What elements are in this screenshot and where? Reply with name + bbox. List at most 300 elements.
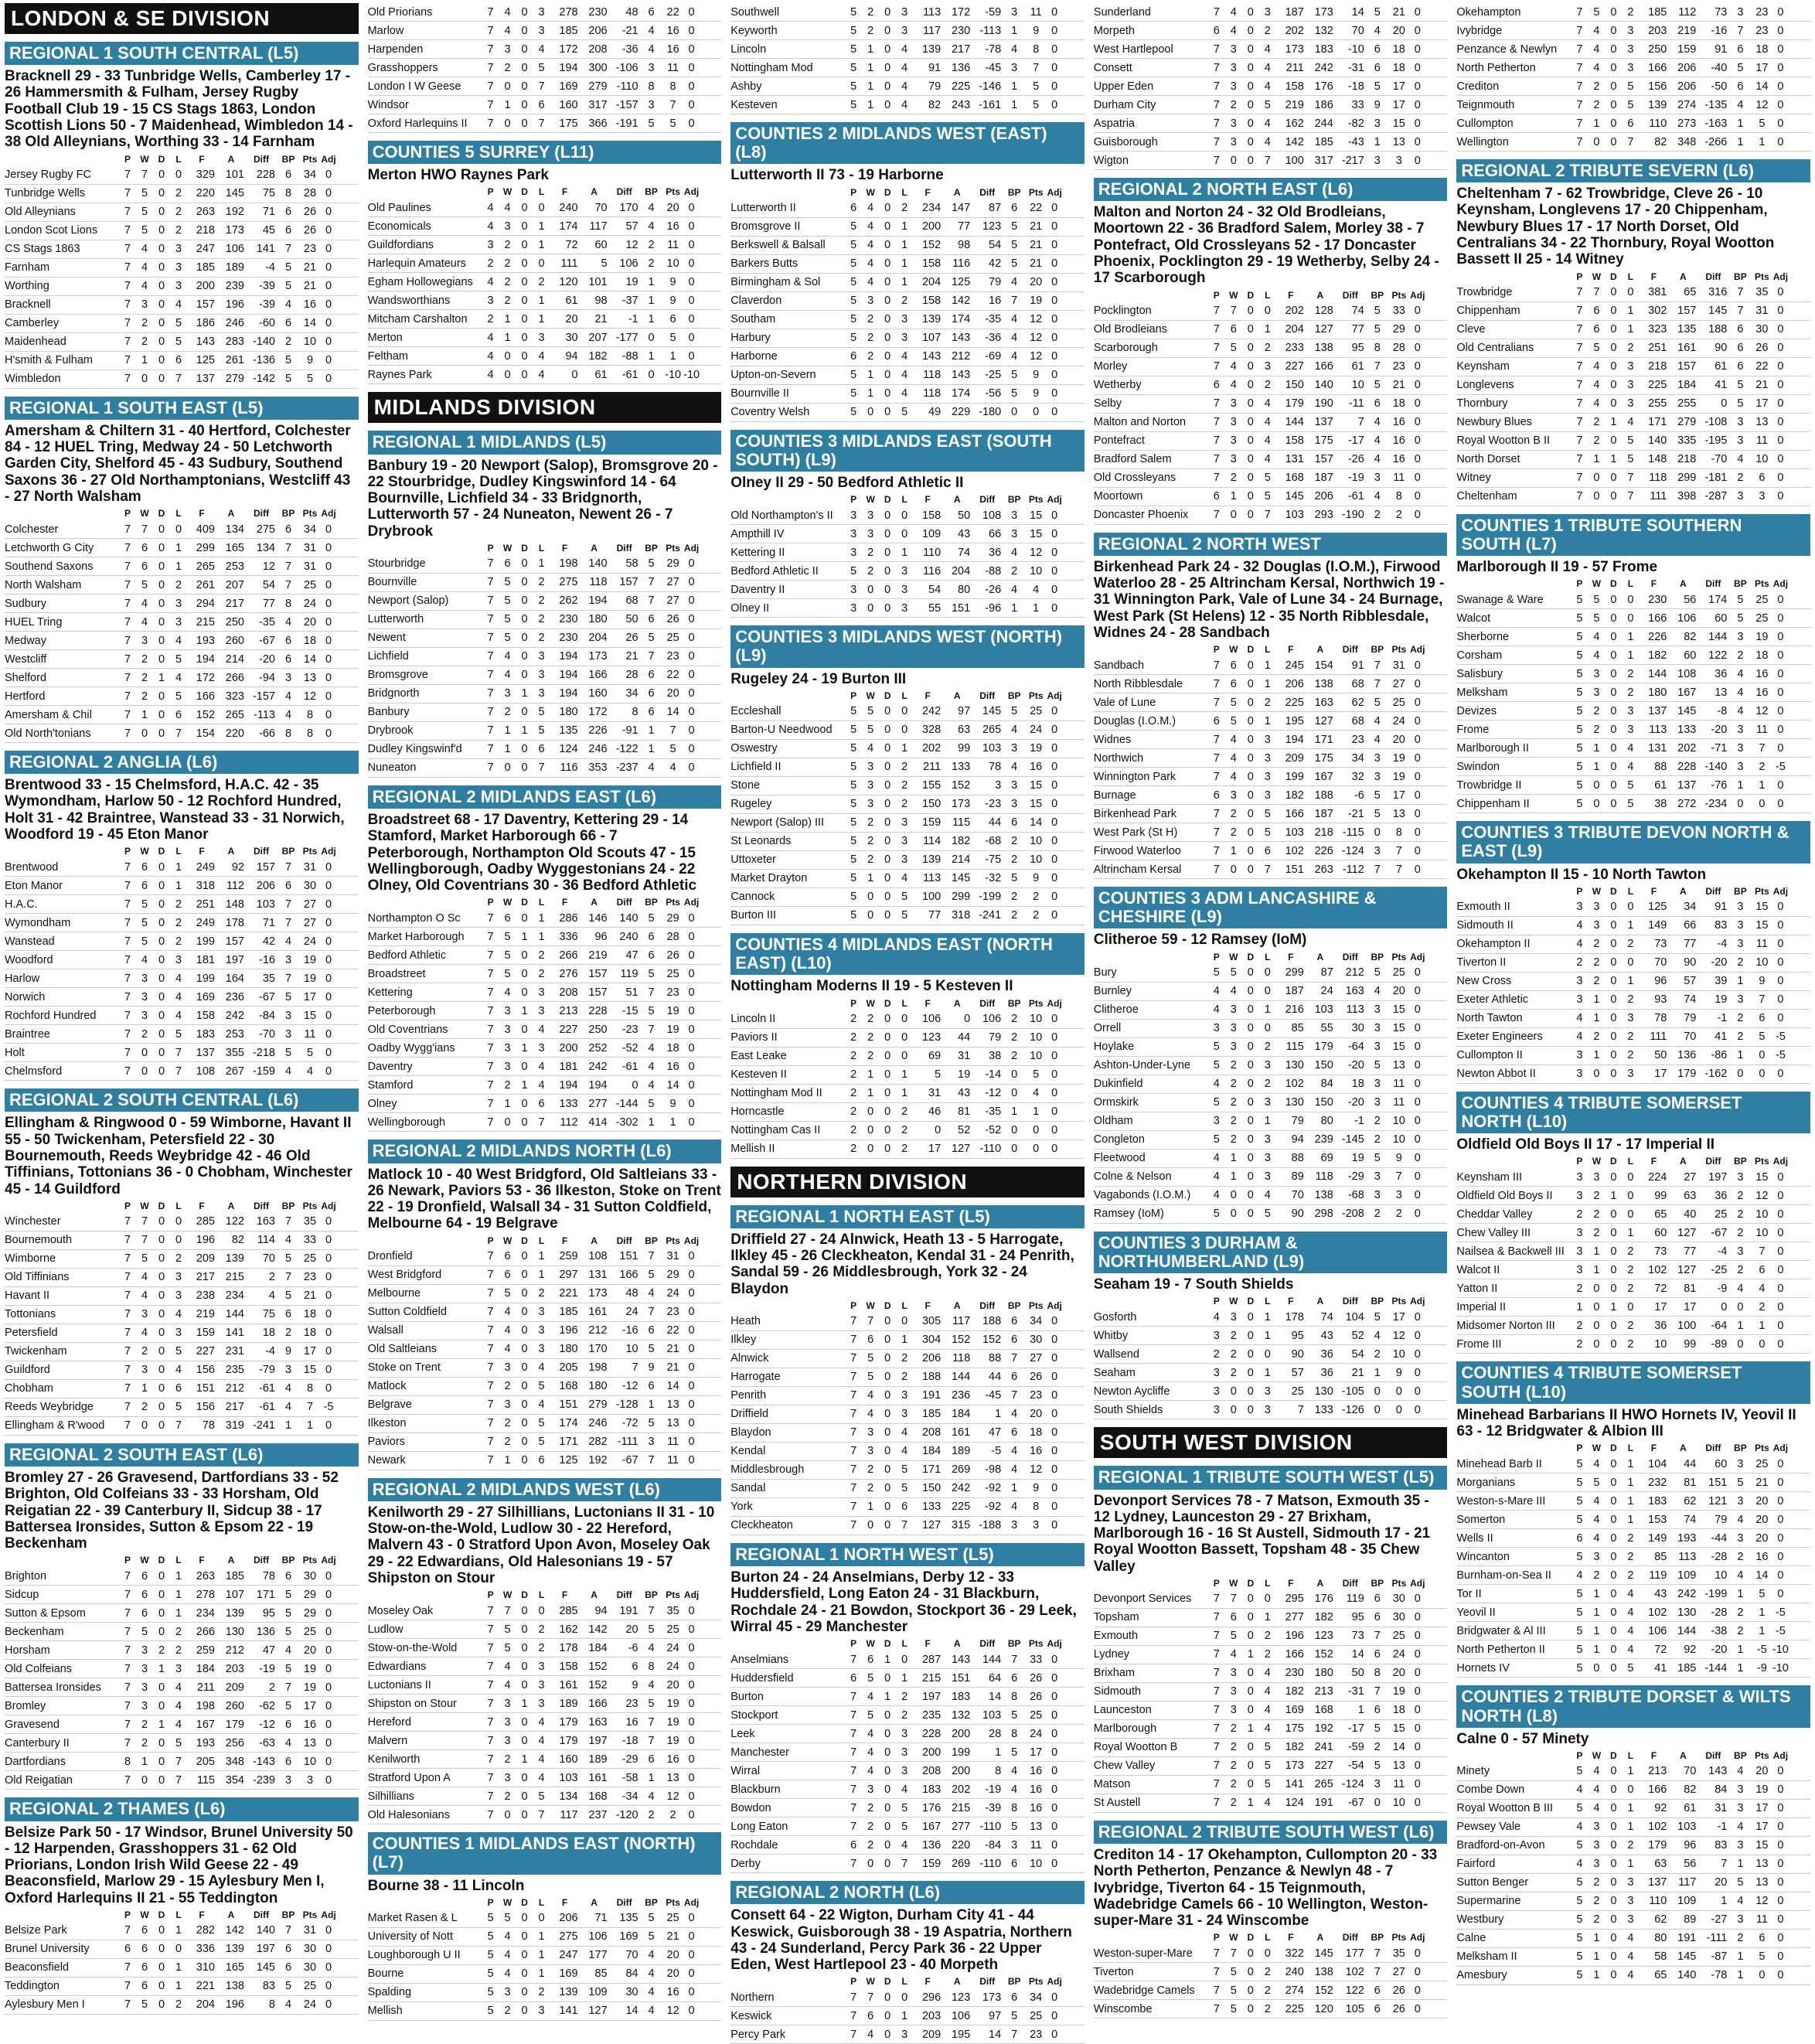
stat-cell: 1 bbox=[1737, 135, 1744, 148]
stat-cell: 0 bbox=[1777, 630, 1784, 643]
stat-cell: 4 bbox=[1627, 1606, 1634, 1619]
stat-cell: 127 bbox=[588, 2005, 608, 2018]
stat-cell: 9 bbox=[1759, 975, 1766, 988]
stat-cell: 6 bbox=[284, 1569, 292, 1582]
stat-cell: 5 bbox=[1230, 1965, 1237, 1978]
stat-cell: 157 bbox=[1677, 305, 1697, 318]
stat-cell: 27 bbox=[666, 594, 679, 608]
stat-cell: 88 bbox=[1291, 1152, 1304, 1165]
stat-cell: 4 bbox=[538, 349, 545, 363]
stat-cell: 206 bbox=[256, 879, 275, 892]
stat-cell: 2 bbox=[1011, 564, 1018, 577]
stat-cell: 139 bbox=[921, 313, 942, 326]
stat-cell: 4 bbox=[284, 1234, 292, 1247]
table-row bbox=[1456, 1028, 1810, 1047]
team-name: Camberley bbox=[5, 317, 60, 330]
stat-cell: 3 bbox=[1264, 1096, 1271, 1109]
stat-cell: 30 bbox=[565, 331, 578, 344]
stat-cell: 4 bbox=[1627, 1969, 1634, 1982]
stat-cell: 185 bbox=[1677, 1661, 1697, 1674]
stat-cell: 6 bbox=[284, 1718, 292, 1731]
table-header bbox=[1094, 1576, 1448, 1590]
stat-cell: -56 bbox=[985, 387, 1002, 400]
stat-cell: 0 bbox=[884, 406, 891, 419]
stat-cell: 185 bbox=[921, 1408, 942, 1421]
stat-cell: 7 bbox=[1627, 135, 1634, 148]
table-row bbox=[5, 988, 359, 1007]
table-row bbox=[1094, 786, 1448, 805]
stat-cell: 0 bbox=[1610, 24, 1617, 37]
stat-cell: 0 bbox=[1610, 472, 1617, 485]
stat-cell: 5 bbox=[1230, 966, 1237, 979]
stat-cell: 4 bbox=[1627, 760, 1634, 773]
stat-cell: 245 bbox=[1285, 659, 1304, 672]
team-name: Colne & Nelson bbox=[1093, 1170, 1172, 1184]
stat-cell: 22 bbox=[1030, 202, 1043, 215]
column-header: Adj bbox=[683, 1896, 700, 1908]
stat-cell: 2 bbox=[1230, 807, 1237, 820]
stat-cell: 0 bbox=[521, 275, 528, 288]
stat-cell: 31 bbox=[303, 541, 317, 554]
stat-cell: 1 bbox=[1721, 1895, 1728, 1908]
stat-cell: 117 bbox=[952, 1315, 971, 1328]
stat-cell: 5 bbox=[850, 909, 857, 922]
stat-cell: 3 bbox=[1576, 1068, 1583, 1081]
team-name: Minehead Barb II bbox=[1456, 1457, 1542, 1470]
stat-cell: 7 bbox=[124, 1718, 131, 1731]
stat-cell: 3 bbox=[867, 295, 874, 308]
stat-cell: 209 bbox=[196, 1252, 215, 1266]
stat-cell: 7 bbox=[1737, 24, 1744, 37]
stat-cell: 12 bbox=[1030, 350, 1043, 363]
stat-cell: 10 bbox=[1755, 956, 1769, 969]
column-header: Adj bbox=[1410, 644, 1425, 656]
league-section-continued bbox=[1456, 3, 1810, 152]
team-name: Sutton Benger bbox=[1456, 1876, 1529, 1889]
table-row bbox=[1094, 1094, 1448, 1112]
stat-cell: 3 bbox=[1737, 1494, 1744, 1507]
stat-cell: 0 bbox=[688, 1269, 695, 1282]
stat-cell: 0 bbox=[1414, 1797, 1421, 1810]
stat-cell: 3 bbox=[504, 1023, 511, 1036]
stat-cell: 77 bbox=[1684, 938, 1697, 951]
stat-cell: 157 bbox=[225, 935, 244, 948]
table-row bbox=[1456, 1187, 1810, 1205]
table-row bbox=[368, 1620, 722, 1639]
stat-cell: 173 bbox=[588, 650, 608, 663]
stat-cell: 1 bbox=[1627, 1858, 1634, 1871]
stat-cell: 177 bbox=[1345, 1947, 1364, 1960]
stat-cell: -1 bbox=[628, 312, 638, 325]
stat-cell: 13 bbox=[1755, 1876, 1769, 1889]
stat-cell: 6 bbox=[1374, 2002, 1381, 2015]
stat-cell: 15 bbox=[1392, 1003, 1405, 1017]
stat-cell: 150 bbox=[1314, 1096, 1333, 1109]
stat-cell: 0 bbox=[1777, 43, 1784, 56]
stat-cell: 24 bbox=[303, 1998, 317, 2012]
stat-cell: 0 bbox=[1777, 1932, 1784, 1945]
stat-cell: 28 bbox=[1392, 342, 1405, 355]
stat-cell: 6 bbox=[648, 706, 655, 719]
stat-cell: 1 bbox=[1737, 1319, 1744, 1332]
team-name: Whitby bbox=[1093, 1329, 1129, 1342]
stat-cell: 0 bbox=[1247, 342, 1254, 355]
table-row bbox=[1094, 506, 1448, 525]
stat-cell: 135 bbox=[619, 1912, 638, 1925]
stat-cell: 119 bbox=[1649, 1569, 1667, 1582]
stat-cell: 7 bbox=[1213, 397, 1220, 411]
stat-cell: 19 bbox=[666, 1004, 679, 1017]
stat-cell: 329 bbox=[196, 169, 215, 182]
stat-cell: 40 bbox=[1684, 1208, 1697, 1221]
stat-cell: 0 bbox=[1414, 1366, 1421, 1379]
stat-cell: 7 bbox=[487, 706, 494, 719]
team-name: Wallsend bbox=[1093, 1347, 1139, 1361]
column-header: L bbox=[1265, 1296, 1271, 1307]
team-name: Burnham-on-Sea II bbox=[1456, 1569, 1551, 1582]
table-row bbox=[730, 1498, 1085, 1517]
stat-cell: 0 bbox=[1627, 1300, 1634, 1313]
team-name: Oxford Harlequins II bbox=[367, 117, 468, 130]
team-name: Newton Abbot II bbox=[1456, 1068, 1536, 1081]
stat-cell: 0 bbox=[1011, 1124, 1018, 1137]
stat-cell: 38 bbox=[1654, 797, 1667, 810]
stat-cell: 5 bbox=[306, 373, 314, 386]
stat-cell: 0 bbox=[688, 1097, 695, 1110]
stat-cell: 16 bbox=[303, 1718, 317, 1731]
stat-cell: 4 bbox=[1264, 1704, 1271, 1717]
column-header: D bbox=[884, 1638, 891, 1650]
stat-cell: 109 bbox=[1677, 1569, 1697, 1582]
stat-cell: 7 bbox=[1213, 1648, 1220, 1661]
stat-cell: 4 bbox=[1737, 1513, 1744, 1526]
stat-cell: 4 bbox=[1737, 667, 1744, 680]
stat-cell: 0 bbox=[1051, 98, 1058, 111]
stat-cell: 0 bbox=[1247, 24, 1254, 37]
stat-cell: 1 bbox=[1593, 1969, 1600, 1982]
team-name: Vale of Lune bbox=[1093, 696, 1156, 709]
table-row bbox=[730, 385, 1085, 404]
stat-cell: 7 bbox=[124, 243, 131, 256]
stat-cell: 0 bbox=[158, 1773, 165, 1787]
stat-cell: 98 bbox=[594, 294, 608, 307]
stat-cell: 5 bbox=[1264, 807, 1271, 820]
stat-cell: 4 bbox=[175, 1681, 182, 1694]
stat-cell: 3 bbox=[1576, 993, 1583, 1007]
stat-cell: 1 bbox=[1033, 601, 1040, 615]
table-row bbox=[1094, 860, 1448, 879]
stat-cell: 0 bbox=[688, 1734, 695, 1747]
table-row bbox=[5, 1306, 359, 1324]
match-results: Bourne 38 - 11 Lincoln bbox=[367, 1877, 525, 1894]
stat-cell: 2 bbox=[1264, 2002, 1271, 2015]
stat-cell: 4 bbox=[648, 2005, 655, 2018]
stat-cell: 3 bbox=[1011, 1838, 1018, 1852]
stat-cell: 3 bbox=[1213, 1385, 1220, 1398]
stat-cell: 0 bbox=[504, 368, 511, 381]
stat-cell: 7 bbox=[124, 354, 131, 367]
stat-cell: 1 bbox=[1011, 601, 1018, 615]
stat-cell: 21 bbox=[625, 650, 638, 663]
team-name: Sidmouth II bbox=[1456, 919, 1514, 932]
stat-cell: 0 bbox=[1247, 1041, 1254, 1054]
stat-cell: 85 bbox=[1654, 1550, 1667, 1563]
match-results: Merton HWO Raynes Park bbox=[367, 167, 549, 184]
stat-cell: 0 bbox=[1247, 1667, 1254, 1680]
column-header: F bbox=[561, 186, 568, 198]
stat-cell: 4 bbox=[1213, 1170, 1220, 1184]
league-section-regional-2-tribute-south-west-l6 bbox=[1094, 1821, 1448, 2019]
stat-cell: 7 bbox=[284, 1924, 292, 1937]
stat-cell: 15 bbox=[1755, 1170, 1769, 1184]
table-row bbox=[5, 315, 359, 333]
stat-cell: 0 bbox=[884, 257, 891, 271]
stat-cell: 25 bbox=[1030, 1708, 1043, 1722]
table-row bbox=[1094, 1382, 1448, 1401]
stat-cell: 0 bbox=[1247, 1366, 1254, 1379]
stat-cell: 181 bbox=[559, 1060, 578, 1073]
team-name: Sutton Coldfield bbox=[367, 1306, 447, 1319]
stat-cell: 133 bbox=[1314, 1403, 1333, 1416]
column-header: BP bbox=[645, 1896, 658, 1908]
stat-cell: 0 bbox=[884, 202, 891, 215]
stat-cell: 0 bbox=[1051, 1143, 1058, 1156]
stat-cell: 1 bbox=[158, 671, 165, 684]
stat-cell: 0 bbox=[158, 935, 165, 948]
stat-cell: 180 bbox=[559, 1343, 578, 1356]
stat-cell: 0 bbox=[1610, 1226, 1617, 1239]
stat-cell: 0 bbox=[1414, 696, 1421, 709]
column-header: A bbox=[591, 186, 598, 198]
stat-cell: 24 bbox=[1030, 724, 1043, 737]
stat-cell: 6 bbox=[850, 202, 857, 215]
stat-cell: 7 bbox=[1576, 490, 1583, 503]
stat-cell: 3 bbox=[504, 1398, 511, 1412]
stat-cell: 15 bbox=[1392, 1041, 1405, 1054]
stat-cell: 0 bbox=[1247, 1059, 1254, 1072]
stat-cell: 0 bbox=[1264, 985, 1271, 998]
stat-cell: 0 bbox=[158, 243, 165, 256]
stat-cell: 5 bbox=[850, 798, 857, 811]
stat-cell: 0 bbox=[1374, 1385, 1381, 1398]
stat-cell: 9 bbox=[669, 1097, 676, 1110]
table-row bbox=[368, 1695, 722, 1713]
stat-cell: -31 bbox=[1347, 1685, 1364, 1698]
team-name: Stone bbox=[730, 779, 761, 792]
stat-cell: 0 bbox=[688, 1808, 695, 1821]
team-name: Melbourne bbox=[367, 1287, 421, 1300]
stat-cell: 2 bbox=[867, 313, 874, 326]
team-name: Gosforth bbox=[1093, 1310, 1137, 1323]
column-header: BP bbox=[1007, 186, 1021, 198]
stat-cell: 24 bbox=[1392, 1648, 1405, 1661]
column-header: Pts bbox=[1755, 1443, 1769, 1454]
stat-cell: 0 bbox=[325, 1699, 332, 1712]
stat-cell: 125 bbox=[951, 276, 971, 289]
stat-cell: 242 bbox=[1677, 1587, 1697, 1600]
stat-cell: 0 bbox=[158, 1009, 165, 1022]
stat-cell: 0 bbox=[901, 1050, 908, 1063]
stat-cell: 8 bbox=[1374, 342, 1381, 355]
stat-cell: 0 bbox=[884, 1838, 891, 1852]
stat-cell: 14 bbox=[1351, 5, 1364, 19]
stat-cell: 3 bbox=[1576, 1049, 1583, 1062]
column-header: P bbox=[124, 1555, 131, 1566]
stat-cell: 78 bbox=[262, 1569, 275, 1582]
column-header: Pts bbox=[1755, 1749, 1769, 1761]
table-row bbox=[730, 1029, 1085, 1048]
table-row bbox=[730, 1817, 1085, 1836]
stat-cell: 130 bbox=[1285, 1059, 1304, 1072]
stat-cell: 7 bbox=[487, 1004, 494, 1017]
stat-cell: 2 bbox=[1737, 1031, 1744, 1044]
stat-cell: 10 bbox=[1755, 453, 1769, 466]
stat-cell: -124 bbox=[1341, 844, 1364, 857]
stat-cell: 4 bbox=[175, 1699, 182, 1712]
stat-cell: 5 bbox=[1374, 323, 1381, 336]
stat-cell: 18 bbox=[666, 1041, 679, 1054]
stat-cell: 206 bbox=[1314, 490, 1333, 503]
stat-cell: 0 bbox=[521, 5, 528, 19]
stat-cell: 6 bbox=[1374, 43, 1381, 56]
column-header: D bbox=[1610, 1156, 1617, 1167]
table-row bbox=[1094, 40, 1448, 59]
stat-cell: 7 bbox=[487, 24, 494, 37]
table-row bbox=[368, 1965, 722, 1984]
stat-cell: 90 bbox=[1684, 956, 1697, 969]
table-row bbox=[1456, 1837, 1810, 1855]
column-header: W bbox=[140, 1909, 149, 1920]
stat-cell: 5 bbox=[850, 387, 857, 400]
stat-cell: 0 bbox=[884, 1482, 891, 1495]
team-name: Wandsworthians bbox=[367, 294, 451, 307]
stat-cell: 0 bbox=[884, 350, 891, 363]
stat-cell: -35 bbox=[985, 1105, 1002, 1119]
stat-cell: 7 bbox=[648, 1734, 655, 1747]
stat-cell: 0 bbox=[158, 1606, 165, 1620]
stat-cell: 8 bbox=[1395, 826, 1402, 839]
stat-cell: 220 bbox=[951, 1838, 971, 1852]
table-row bbox=[1094, 1345, 1448, 1364]
team-name: Wigton bbox=[1093, 154, 1129, 167]
stat-cell: 144 bbox=[1708, 630, 1728, 643]
stat-cell: 11 bbox=[304, 1027, 316, 1041]
stat-cell: 2 bbox=[1737, 956, 1744, 969]
stat-cell: 5 bbox=[175, 1027, 182, 1041]
stat-cell: 149 bbox=[1648, 1531, 1667, 1545]
stat-cell: 7 bbox=[124, 1961, 131, 1974]
stat-cell: 3 bbox=[504, 1986, 511, 1999]
column-header: BP bbox=[1371, 644, 1384, 656]
stat-cell: 152 bbox=[982, 1334, 1002, 1347]
stat-cell: 1 bbox=[1230, 1152, 1237, 1165]
stat-cell: 4 bbox=[487, 275, 494, 288]
stat-cell: 4 bbox=[141, 280, 148, 293]
stat-cell: 4 bbox=[1374, 1329, 1381, 1342]
stat-cell: 0 bbox=[1414, 789, 1421, 802]
stat-cell: 183 bbox=[196, 1027, 215, 1041]
stat-cell: 0 bbox=[688, 706, 695, 719]
stat-cell: 0 bbox=[158, 317, 165, 330]
stat-cell: 2 bbox=[1230, 1133, 1237, 1146]
stat-cell: 12 bbox=[1392, 1329, 1405, 1342]
stat-cell: 3 bbox=[901, 313, 908, 326]
table-row bbox=[1456, 339, 1810, 358]
stat-cell: 266 bbox=[225, 671, 244, 684]
stat-cell: 26 bbox=[1030, 1371, 1043, 1384]
stat-cell: 0 bbox=[158, 354, 165, 367]
stat-cell: 6 bbox=[141, 1980, 148, 1993]
stat-cell: 172 bbox=[588, 706, 608, 719]
stat-cell: 0 bbox=[1721, 397, 1728, 411]
stat-cell: 8 bbox=[632, 706, 638, 719]
team-name: Brighton bbox=[5, 1569, 47, 1582]
stat-cell: 182 bbox=[1648, 649, 1667, 662]
team-name: Lincoln bbox=[730, 43, 767, 56]
stat-cell: 0 bbox=[1777, 360, 1784, 373]
table-row bbox=[1094, 1075, 1448, 1094]
stat-cell: 2 bbox=[1759, 1300, 1766, 1313]
table-row bbox=[1094, 1963, 1448, 1981]
stat-cell: 1 bbox=[1737, 1587, 1744, 1600]
stat-cell: 5 bbox=[1759, 1587, 1766, 1600]
stat-cell: 5 bbox=[175, 317, 182, 330]
table-row bbox=[368, 1602, 722, 1620]
stat-cell: 14 bbox=[1755, 80, 1769, 93]
stat-cell: 3 bbox=[1593, 1839, 1600, 1852]
stat-cell: 0 bbox=[884, 1727, 891, 1740]
stat-cell: 75 bbox=[262, 1308, 275, 1321]
stat-cell: 1 bbox=[1627, 1821, 1634, 1834]
stat-cell: 0 bbox=[1777, 1208, 1784, 1221]
team-name: Mellish bbox=[367, 2005, 403, 2018]
stat-cell: 3 bbox=[867, 509, 874, 522]
match-results: Birkenhead Park 24 - 32 Douglas (I.O.M.), Firwood Waterloo 28 - 25 Altrincham Kersal, Northwich 19 - 31 Winnington Park, Vale of Lune 34 - 24 Burnage, West Park (St Helens) 12 - 35 North Ribblesdale, Widnes 24 - 28 Sandbach bbox=[1093, 558, 1445, 641]
stat-cell: 2 bbox=[1011, 1013, 1018, 1026]
stat-cell: 4 bbox=[1593, 360, 1600, 373]
stat-cell: 102 bbox=[1285, 844, 1304, 857]
stat-cell: 17 bbox=[1755, 1802, 1769, 1815]
stat-cell: -4 bbox=[265, 1345, 275, 1358]
stat-cell: 7 bbox=[1213, 434, 1220, 448]
column-header: P bbox=[850, 494, 857, 506]
stat-cell: -88 bbox=[985, 564, 1002, 577]
stat-cell: 5 bbox=[487, 1967, 494, 1981]
stat-cell: 25 bbox=[666, 1623, 679, 1636]
stat-cell: 5 bbox=[1737, 1476, 1744, 1489]
stat-cell: 7 bbox=[487, 1808, 494, 1821]
stat-cell: 15 bbox=[1030, 527, 1043, 540]
table-row bbox=[1094, 1590, 1448, 1609]
table-row bbox=[368, 114, 722, 133]
team-name: Bridgnorth bbox=[367, 687, 420, 700]
stat-cell: -78 bbox=[1711, 1969, 1728, 1982]
table-row bbox=[1456, 1874, 1810, 1892]
stat-cell: 163 bbox=[1314, 696, 1333, 709]
stat-cell: 0 bbox=[1737, 1300, 1744, 1313]
stat-cell: 127 bbox=[1677, 1263, 1697, 1276]
stat-cell: 226 bbox=[1648, 630, 1667, 643]
stat-cell: 3 bbox=[504, 1361, 511, 1375]
stat-cell: 5 bbox=[1374, 1760, 1381, 1773]
stat-cell: 13 bbox=[1030, 1820, 1043, 1833]
stat-cell: 1 bbox=[141, 1382, 148, 1395]
stat-cell: 54 bbox=[989, 239, 1002, 252]
stat-cell: 7 bbox=[487, 632, 494, 645]
table-header bbox=[5, 1908, 359, 1922]
stat-cell: 5 bbox=[504, 613, 511, 626]
stat-cell: 142 bbox=[951, 295, 971, 308]
